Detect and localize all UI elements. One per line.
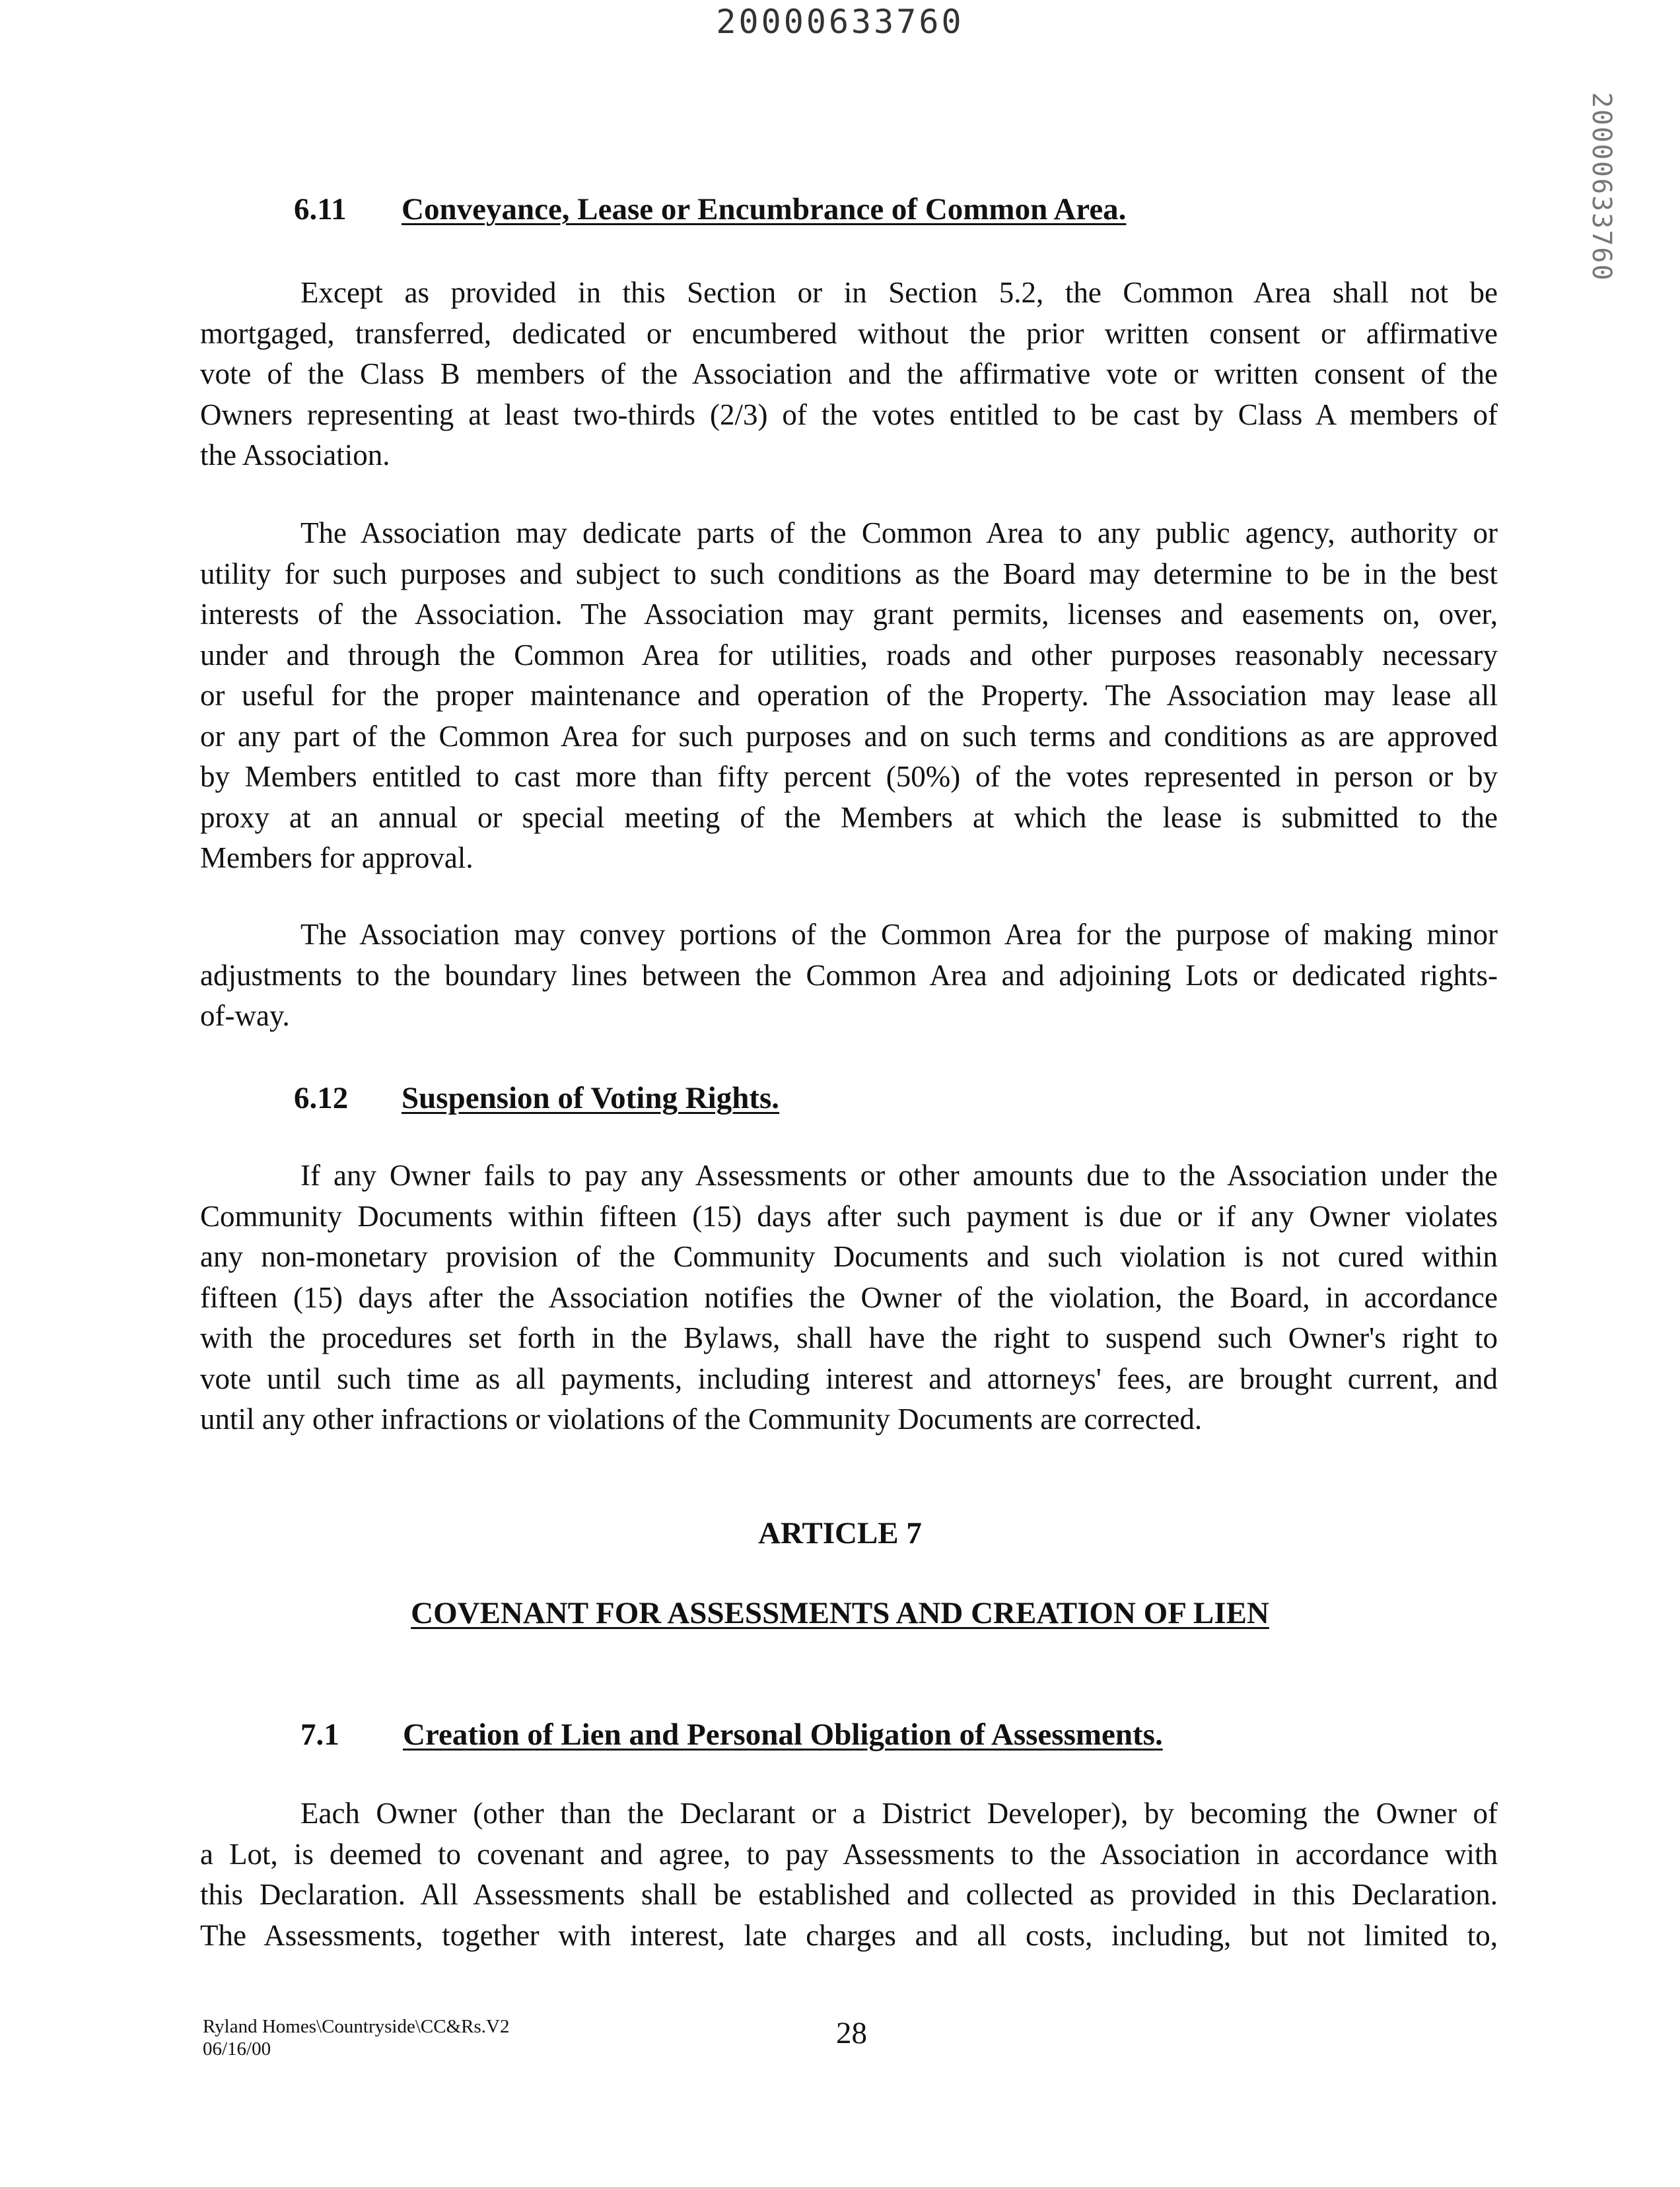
- side-stamp-text: 20000633760: [1586, 92, 1617, 282]
- text-line: a Lot, is deemed to covenant and agree, to pay Assessments to the Association in accordance with: [200, 1837, 1498, 1871]
- side-stamp: [1582, 86, 1621, 297]
- text-line: adjustments to the boundary lines between the Common Area and adjoining Lots or dedicated rights-: [200, 958, 1498, 992]
- text-line: If any Owner fails to pay any Assessments or other amounts due to the Association under the: [300, 1159, 1498, 1192]
- text-line: with the procedures set forth in the Bylaws, shall have the right to suspend such Owner's right to: [200, 1321, 1498, 1354]
- text-line: under and through the Common Area for utilities, roads and other purposes reasonably necessary: [200, 638, 1498, 672]
- footer-date: 06/16/00: [203, 2038, 271, 2060]
- text-line: vote of the Class B members of the Association and the affirmative vote or written consent of the: [200, 357, 1498, 390]
- paragraph-5: [200, 1793, 1498, 1956]
- text-line: the Association.: [200, 438, 390, 471]
- text-line: Community Documents within fifteen (15) days after such payment is due or if any Owner violates: [200, 1199, 1498, 1233]
- text-line: The Association may convey portions of the Common Area for the purpose of making minor: [300, 918, 1498, 951]
- paragraph-4: [200, 1156, 1498, 1440]
- text-line: Except as provided in this Section or in Section 5.2, the Common Area shall not be: [300, 276, 1498, 309]
- text-line: or useful for the proper maintenance and operation of the Property. The Association may lease all: [200, 679, 1498, 712]
- text-line: vote until such time as all payments, including interest and attorneys' fees, are brought current, and: [200, 1362, 1498, 1395]
- text-line: utility for such purposes and subject to such conditions as the Board may determine to be in the best: [200, 557, 1498, 590]
- text-line: fifteen (15) days after the Association notifies the Owner of the violation, the Board, in accordance: [200, 1280, 1498, 1314]
- text-line: or any part of the Common Area for such purposes and on such terms and conditions as are approved: [200, 719, 1498, 753]
- section-number: 6.12: [294, 1081, 349, 1115]
- section-title: Suspension of Voting Rights.: [402, 1081, 780, 1115]
- text-line: proxy at an annual or special meeting of the Members at which the lease is submitted to the: [200, 800, 1498, 834]
- text-line: The Assessments, together with interest, late charges and all costs, including, but not limited to,: [200, 1918, 1498, 1952]
- text-line: until any other infractions or violations of the Community Documents are corrected.: [200, 1403, 1203, 1436]
- section-title: Conveyance, Lease or Encumbrance of Common Area.: [402, 192, 1127, 226]
- document-id: 20000633760: [716, 3, 964, 41]
- section-number: 6.11: [294, 192, 347, 226]
- text-line: Members for approval.: [200, 841, 473, 874]
- text-line: by Members entitled to cast more than fifty percent (50%) of the votes represented in person or by: [200, 760, 1498, 793]
- text-line: mortgaged, transferred, dedicated or encumbered without the prior written consent or affirmative: [200, 316, 1498, 350]
- text-line: this Declaration. All Assessments shall be established and collected as provided in this Declaration.: [200, 1878, 1498, 1911]
- text-line: of-way.: [200, 999, 290, 1032]
- text-line: The Association may dedicate parts of the Common Area to any public agency, authority or: [300, 516, 1498, 549]
- section-number: 7.1: [300, 1718, 339, 1752]
- footer-path: Ryland Homes\Countryside\CC&Rs.V2: [203, 2016, 510, 2037]
- paragraph-2: [200, 513, 1498, 879]
- text-line: Each Owner (other than the Declarant or a District Developer), by becoming the Owner of: [300, 1797, 1498, 1830]
- article-label: ARTICLE 7: [758, 1516, 922, 1550]
- footer-file-info: [203, 2015, 509, 2060]
- text-line: any non-monetary provision of the Community Documents and such violation is not cured within: [200, 1240, 1498, 1273]
- article-title: [0, 1595, 1680, 1631]
- paragraph-1: [200, 273, 1498, 476]
- section-title: Creation of Lien and Personal Obligation of Assessments.: [403, 1718, 1163, 1752]
- page-number: 28: [836, 2016, 867, 2050]
- text-line: interests of the Association. The Association may grant permits, licenses and easements on, over,: [200, 598, 1498, 631]
- text-line: Owners representing at least two-thirds (2/3) of the votes entitled to be cast by Class A members of: [200, 398, 1498, 431]
- article-title-text: COVENANT FOR ASSESSMENTS AND CREATION OF LIEN: [411, 1596, 1269, 1630]
- paragraph-3: [200, 915, 1498, 1037]
